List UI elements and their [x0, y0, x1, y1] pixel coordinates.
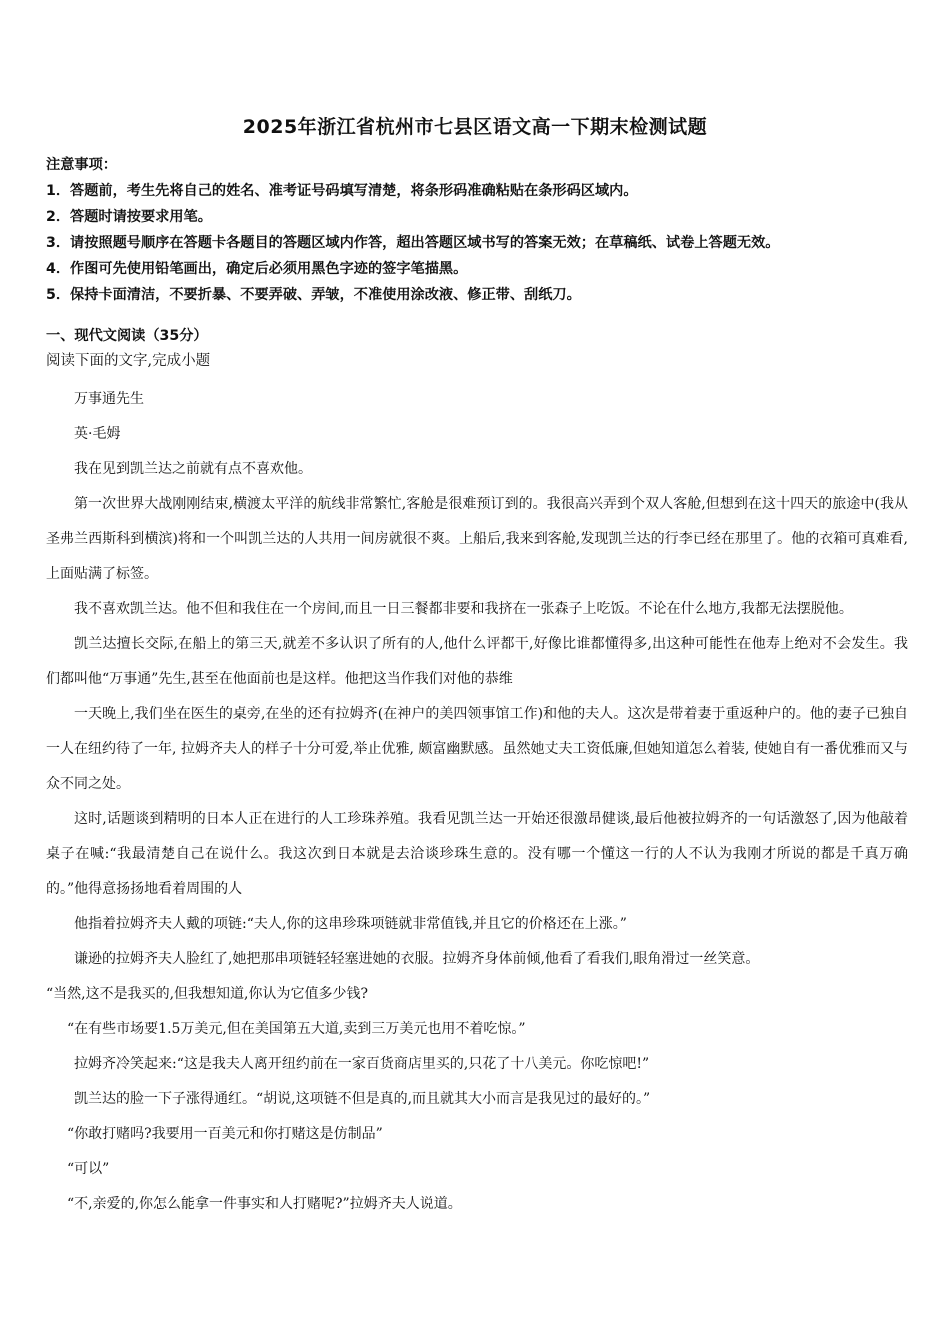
- article-paragraph: 这时,话题谈到精明的日本人正在进行的人工珍珠养殖。我看见凯兰达一开始还很激昂健谈,最后他被拉姆齐的一句话激怒了,因为他敲着桌子在喊:“我最清楚自己在说什么。我这次到日本就是去洽谈珍珠生意的。没有哪一个懂这一行的人不认为我刚才所说的都是千真万确的。”他得意扬扬地看着周围的人: [46, 811, 908, 897]
- article-paragraph: “你敢打赌吗?我要用一百美元和你打赌这是仿制品”: [67, 1126, 383, 1142]
- notice-item: 4．作图可先使用铅笔画出，确定后必须用黑色字迹的签字笔描黑。: [46, 261, 468, 277]
- article-paragraph: 他指着拉姆齐夫人戴的项链:“夫人,你的这串珍珠项链就非常值钱,并且它的价格还在上涨。”: [74, 916, 627, 932]
- article-paragraph: 凯兰达擅长交际,在船上的第三天,就差不多认识了所有的人,他什么评都干,好像比谁都懂得多,出这种可能性在他寿上绝对不会发生。我们都叫他“万事通”先生,甚至在他面前也是这样。他把这当作我们对他的恭维: [46, 636, 908, 687]
- article-body: [46, 382, 908, 1222]
- article-paragraph: 第一次世界大战刚刚结束,横渡太平洋的航线非常繁忙,客舱是很难预订到的。我很高兴弄到个双人客舱,但想到在这十四天的旅途中(我从圣弗兰西斯科到横滨)将和一个叫凯兰达的人共用一间房就很不爽。上船后,我来到客舱,发现凯兰达的行李已经在那里了。他的衣箱可真难看,上面贴满了标签。: [46, 496, 908, 582]
- notice-item: 3．请按照题号顺序在答题卡各题目的答题区域内作答，超出答题区域书写的答案无效；在草稿纸、试卷上答题无效。: [46, 235, 780, 251]
- notice-block: [46, 152, 926, 308]
- article-paragraph: 我在见到凯兰达之前就有点不喜欢他。: [74, 461, 312, 477]
- article-paragraph: “不,亲爱的,你怎么能拿一件事实和人打赌呢?”拉姆齐夫人说道。: [67, 1196, 462, 1212]
- article-paragraph: 一天晚上,我们坐在医生的桌旁,在坐的还有拉姆齐(在神户的美四领事馆工作)和他的夫人。这次是带着妻于重返种户的。他的妻子已独自一人在纽约待了一年, 拉姆齐夫人的样子十分可爱,举止优雅, 颇富幽默感。虽然她丈夫工资低廉,但她知道怎么着装, 使她自有一番优雅而又与众不同之处。: [46, 706, 908, 792]
- article-title: 万事通先生: [74, 391, 144, 407]
- article-paragraph: 我不喜欢凯兰达。他不但和我住在一个房间,而且一日三餐都非要和我挤在一张森子上吃饭。不论在什么地方,我都无法摆脱他。: [74, 601, 853, 617]
- article-author: 英·毛姆: [74, 426, 121, 442]
- notice-item: 2．答题时请按要求用笔。: [46, 209, 212, 225]
- article-paragraph: 谦逊的拉姆齐夫人脸红了,她把那串项链轻轻塞进她的衣服。拉姆齐身体前倾,他看了看我们,眼角滑过一丝笑意。: [74, 951, 760, 967]
- section-heading: 一、现代文阅读（35分）: [46, 328, 208, 344]
- notice-item: 5．保持卡面清洁，不要折暴、不要弄破、弄皱，不准使用涂改液、修正带、刮纸刀。: [46, 287, 581, 303]
- article-paragraph: 拉姆齐冷笑起来:“这是我夫人离开纽约前在一家百货商店里买的,只花了十八美元。你吃惊吧!”: [74, 1056, 650, 1072]
- article-paragraph: 凯兰达的脸一下子涨得通红。“胡说,这项链不但是真的,而且就其大小而言是我见过的最好的。”: [74, 1091, 651, 1107]
- notice-heading: 注意事项：: [46, 157, 117, 173]
- article-paragraph: “在有些市场要1.5万美元,但在美国第五大道,卖到三万美元也用不着吃惊。”: [67, 1021, 526, 1037]
- article-paragraph: “当然,这不是我买的,但我想知道,你认为它值多少钱?: [46, 986, 369, 1002]
- article-paragraph: “可以”: [67, 1161, 110, 1177]
- page-title: 2025年浙江省杭州市七县区语文高一下期末检测试题: [242, 116, 708, 138]
- section-instruction: 阅读下面的文字,完成小题: [46, 353, 211, 369]
- notice-item: 1．答题前，考生先将自己的姓名、准考证号码填写清楚，将条形码准确粘贴在条形码区域内。: [46, 183, 638, 199]
